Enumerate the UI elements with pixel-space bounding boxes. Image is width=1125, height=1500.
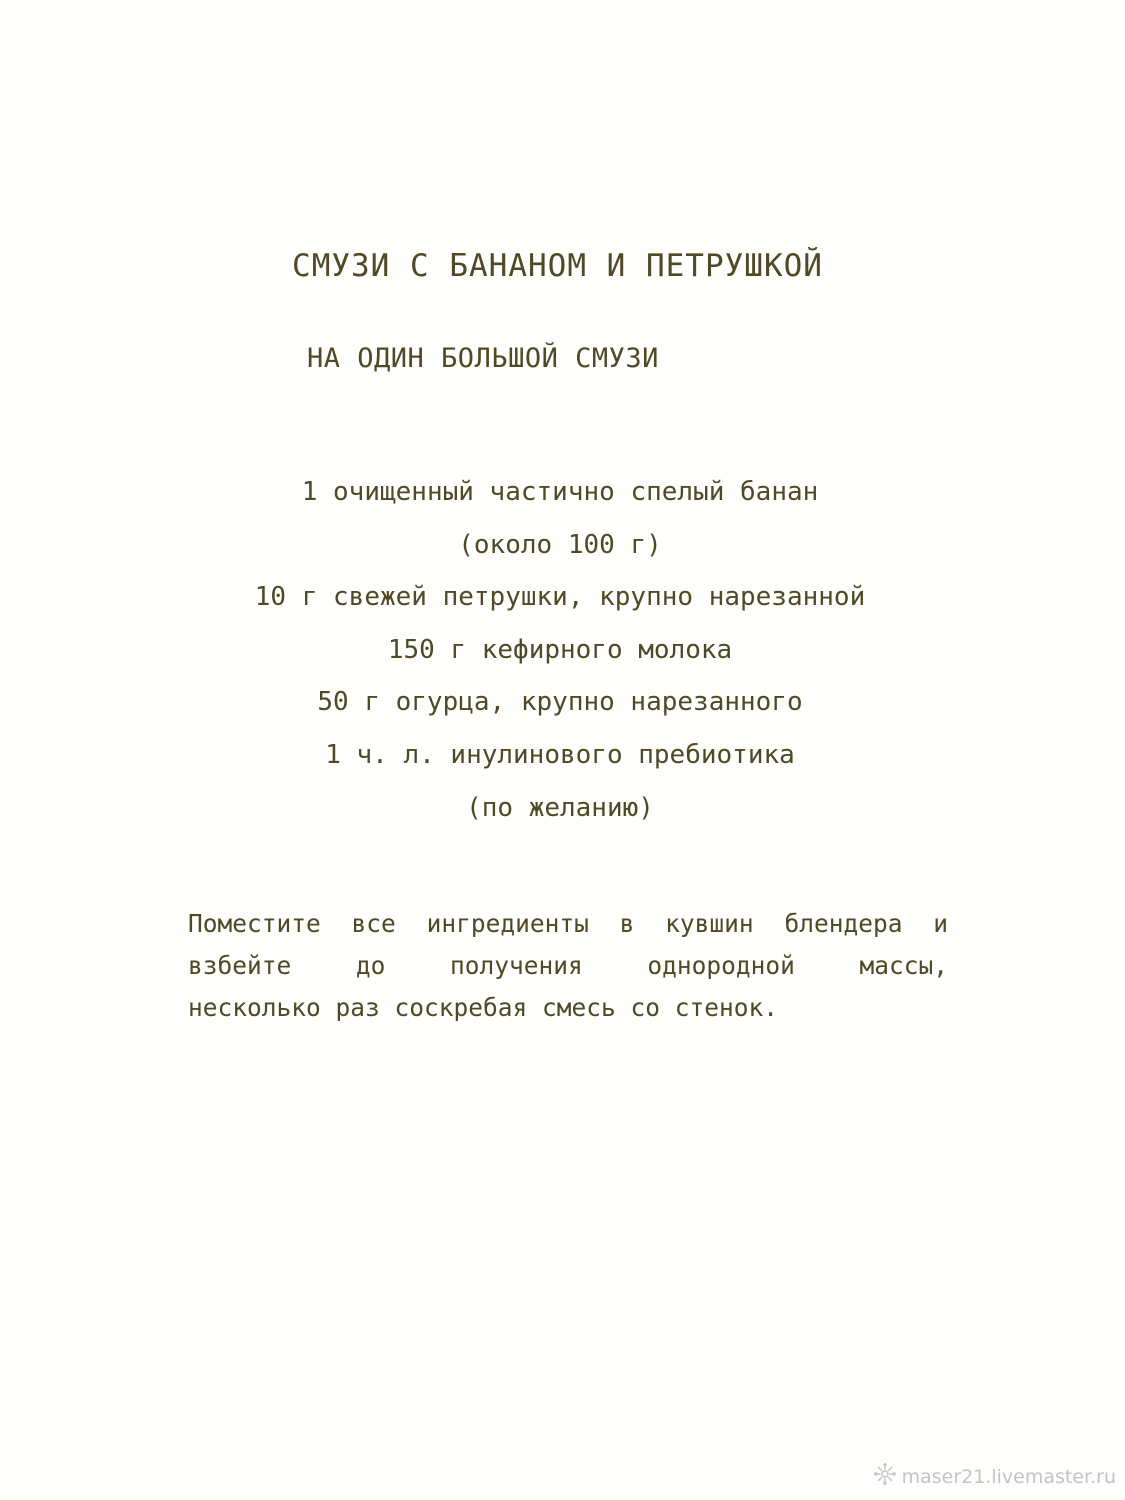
ingredient-line: 10 г свежей петрушки, крупно нарезанной <box>254 582 866 613</box>
method-line: Поместите все ингредиенты в кувшин блендера и <box>188 909 948 938</box>
ingredient-line: 150 г кефирного молока <box>387 634 733 665</box>
watermark <box>874 1463 1116 1490</box>
ingredient-line: (около 100 г) <box>458 529 662 560</box>
ingredient-list <box>0 472 1120 840</box>
watermark-text: maser21.livemaster.ru <box>901 1465 1116 1488</box>
method-line: несколько раз соскребая смесь со стенок. <box>188 993 779 1022</box>
snowflake-icon <box>874 1463 896 1490</box>
method-line: взбейте до получения однородной массы, <box>188 951 948 980</box>
ingredient-line: 1 ч. л. инулинового пребиотика <box>325 739 795 770</box>
recipe-title: СМУЗИ С БАНАНОМ И ПЕТРУШКОЙ <box>292 248 823 284</box>
ingredient-line: 1 очищенный частично спелый банан <box>301 477 819 507</box>
method-paragraph <box>188 903 948 1029</box>
ingredient-line: (по желанию) <box>466 792 654 823</box>
ingredient-line: 50 г огурца, крупно нарезанного <box>317 687 803 718</box>
recipe-yield: НА ОДИН БОЛЬШОЙ СМУЗИ <box>307 343 659 374</box>
